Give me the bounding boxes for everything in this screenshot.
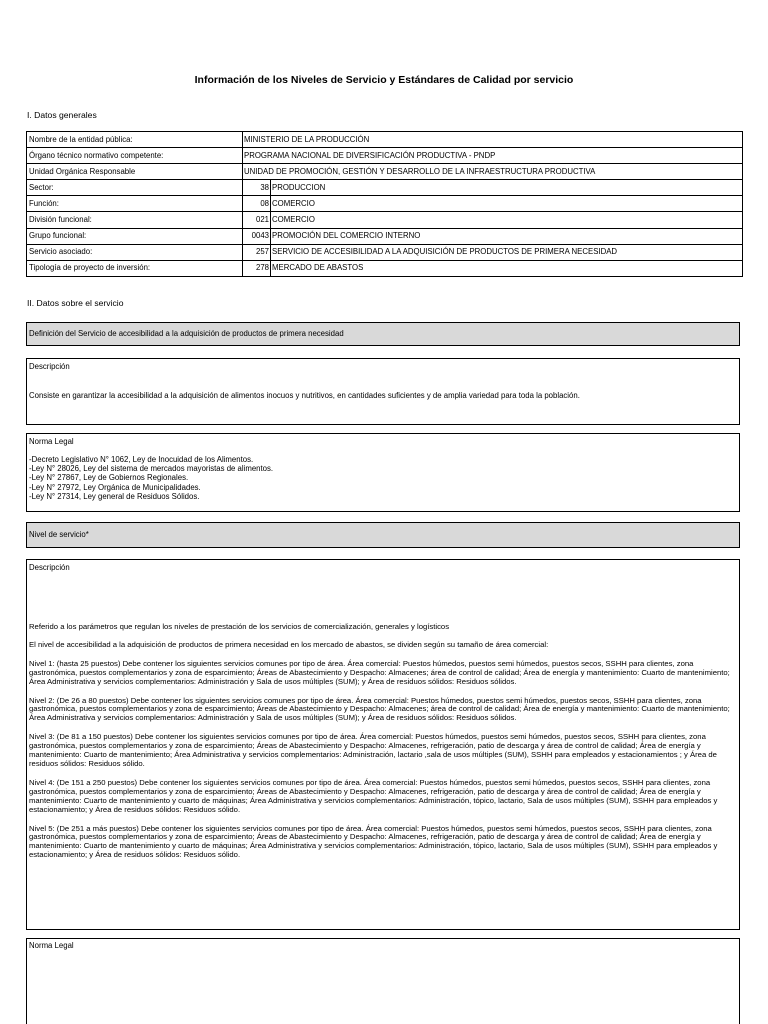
- general-data-label: División funcional:: [27, 212, 243, 228]
- general-data-value: PROMOCIÓN DEL COMERCIO INTERNO: [271, 228, 743, 244]
- level-paragraph-nivel-4: Nivel 4: (De 151 a 250 puestos) Debe contener los siguientes servicios comunes por tipo de área. Área comercial: Puestos húmedos, puestos semi húmedos, puestos secos, SSHH para clientes, zona gastronómica, puestos complementarios y zona de esparcimiento; Áreas de Abastecimiento y Despacho: Almacenes, refrigeración, patio de descarga y área de control de calidad; Área de energía y mantenimiento: Cuarto de mantenimiento y cuarto de máquinas; Área Administrativa y servicios complementarios: Administración, tópico, lactario, Sala de usos múltiples (SUM), SSHH para empleados y estacionamiento; y Área de residuos sólidos: Residuos sólido.: [29, 777, 718, 814]
- legal-norm-box-2: [26, 938, 740, 1024]
- level-paragraph-nivel-1: Nivel 1: (hasta 25 puestos) Debe contener los siguientes servicios comunes por tipo de área. Área comercial: Puestos húmedos, puestos semi húmedos, puestos secos, SSHH para clientes, zona gastronómica, puestos complementarios y zona de esparcimiento; Áreas de Abastecimiento y Despacho: Almacenes; área de control de calidad; Área de energía y mantenimiento: Cuarto de mantenimiento; Área Administrativa y servicios complementarios: Administración y Sala de usos múltiples (SUM); y Área de residuos sólidos: Residuos sólidos.: [29, 658, 730, 686]
- general-data-code: 021: [243, 212, 271, 228]
- level-description-content: [29, 623, 737, 870]
- general-data-row: [27, 212, 743, 228]
- legal-norm-list: [29, 455, 273, 501]
- legal-norm-box: [26, 433, 740, 512]
- general-data-row: [27, 164, 743, 180]
- general-data-value: MERCADO DE ABASTOS: [271, 260, 743, 276]
- general-data-label: Órgano técnico normativo competente:: [27, 148, 243, 164]
- general-data-label: Unidad Orgánica Responsable: [27, 164, 243, 180]
- legal-norm-item: -Ley N° 28026, Ley del sistema de mercados mayoristas de alimentos.: [29, 464, 274, 474]
- general-data-value: COMERCIO: [271, 212, 743, 228]
- general-data-row: [27, 180, 743, 196]
- general-data-label: Grupo funcional:: [27, 228, 243, 244]
- general-data-row: [27, 260, 743, 276]
- general-data-row: [27, 244, 743, 260]
- section-general-data-label: I. Datos generales: [27, 110, 97, 120]
- general-data-value: PROGRAMA NACIONAL DE DIVERSIFICACIÓN PRODUCTIVA - PNDP: [243, 148, 743, 164]
- legal-norm-item: -Decreto Legislativo N° 1062, Ley de Inocuidad de los Alimentos.: [29, 455, 254, 464]
- level-paragraph-nivel-3: Nivel 3: (De 81 a 150 puestos) Debe contener los siguientes servicios comunes por tipo de área. Área comercial: Puestos húmedos, puestos semi húmedos, puestos secos, SSHH para clientes, zona gastronómica, puestos complementarios y zona de esparcimiento; Áreas de Abastecimiento y Despacho: Almacenes, refrigeración, patio de descarga y área de control de calidad; Área de energía y mantenimiento: Cuarto de mantenimiento; Área Administrativa y servicios complementarios: Administración, lactario ,sala de usos múltiples (SUM), SSHH para empleados y estacionamientos ; y Área de residuos sólidos: Residuos sólido.: [29, 732, 717, 768]
- service-definition-text: Definición del Servicio de accesibilidad a la adquisición de productos de primera necesidad: [29, 329, 344, 338]
- general-data-code: 257: [243, 244, 271, 260]
- document-title: Información de los Niveles de Servicio y Estándares de Calidad por servicio: [194, 74, 574, 86]
- legal-norm-item: -Ley N° 27972, Ley Orgánica de Municipalidades.: [29, 482, 201, 492]
- general-data-row: [27, 196, 743, 212]
- service-definition-header: [26, 322, 740, 346]
- general-data-label: Servicio asociado:: [27, 244, 243, 260]
- general-data-code: 0043: [243, 228, 271, 244]
- level-paragraph-nivel-2: Nivel 2: (De 26 a 80 puestos) Debe contener los siguientes servicios comunes por tipo de área. Área comercial: Puestos húmedos, puestos semi húmedos, puestos secos, SSHH para clientes, zona gastronómica, puestos complementarios y zona de esparcimiento; Áreas de Abastecimiento y Despacho: Almacenes; área de control de calidad; Área de energía y mantenimiento: Cuarto de mantenimiento; Área Administrativa y servicios complementarios: Administración y Sala de usos múltiples (SUM); y Área de residuos sólidos: Residuos sólidos.: [29, 695, 730, 723]
- general-data-code: 278: [243, 260, 271, 276]
- legal-norm-item: -Ley N° 27867, Ley de Gobiernos Regionales.: [29, 473, 189, 483]
- description-box: [26, 358, 740, 425]
- level-paragraph: El nivel de accesibilidad a la adquisición de productos de primera necesidad en los mercado de abastos, se dividen según su tamaño de área comercial:: [29, 639, 549, 649]
- legal-norm-heading: Norma Legal: [29, 437, 74, 446]
- level-paragraph-nivel-5: Nivel 5: (De 251 a más puestos) Debe contener los siguientes servicios comunes por tipo de área. Área comercial: Puestos húmedos, puestos semi húmedos, puestos secos, SSHH para clientes, zona gastronómica, puestos complementarios y zona de esparcimiento; Áreas de Abastecimiento y Despacho: Almacenes, refrigeración, patio de descarga y área de control de calidad; Área de energía y mantenimiento: Cuarto de mantenimiento y cuarto de máquinas; Área Administrativa y servicios complementarios: Administración, tópico, lactario, Sala de usos múltiples (SUM), SSHH para empleados y estacionamiento; y Área de residuos sólidos: Residuos sólido.: [29, 823, 718, 860]
- general-data-value: COMERCIO: [271, 196, 743, 212]
- general-data-value: MINISTERIO DE LA PRODUCCIÓN: [243, 132, 743, 148]
- legal-norm-heading-2: Norma Legal: [29, 941, 74, 950]
- general-data-label: Nombre de la entidad pública:: [27, 132, 243, 148]
- general-data-label: Tipología de proyecto de inversión:: [27, 260, 243, 276]
- general-data-row: [27, 228, 743, 244]
- service-level-text: Nivel de servicio*: [29, 530, 89, 539]
- level-paragraph: Referido a los parámetros que regulan los niveles de prestación de los servicios de comercialización, generales y logísticos: [29, 622, 450, 631]
- general-data-value: UNIDAD DE PROMOCIÓN, GESTIÓN Y DESARROLLO DE LA INFRAESTRUCTURA PRODUCTIVA: [243, 164, 743, 180]
- general-data-row: [27, 148, 743, 164]
- description-text: Consiste en garantizar la accesibilidad a la adquisición de alimentos inocuos y nutritivos, en cantidades suficientes y de amplia variedad para toda la población.: [29, 391, 580, 400]
- section-service-data-label: II. Datos sobre el servicio: [27, 298, 124, 308]
- general-data-value: SERVICIO DE ACCESIBILIDAD A LA ADQUISICIÓN DE PRODUCTOS DE PRIMERA NECESIDAD: [271, 244, 743, 260]
- level-description-box: [26, 559, 740, 930]
- general-data-table: [26, 131, 743, 277]
- general-data-label: Sector:: [27, 180, 243, 196]
- general-data-code: 38: [243, 180, 271, 196]
- general-data-code: 08: [243, 196, 271, 212]
- description-heading: Descripción: [29, 362, 70, 371]
- general-data-row: [27, 132, 743, 148]
- general-data-label: Función:: [27, 196, 243, 212]
- legal-norm-item: -Ley N° 27314, Ley general de Residuos Sólidos.: [29, 491, 200, 501]
- service-level-header: [26, 522, 740, 548]
- level-description-heading: Descripción: [29, 563, 70, 572]
- general-data-value: PRODUCCION: [271, 180, 743, 196]
